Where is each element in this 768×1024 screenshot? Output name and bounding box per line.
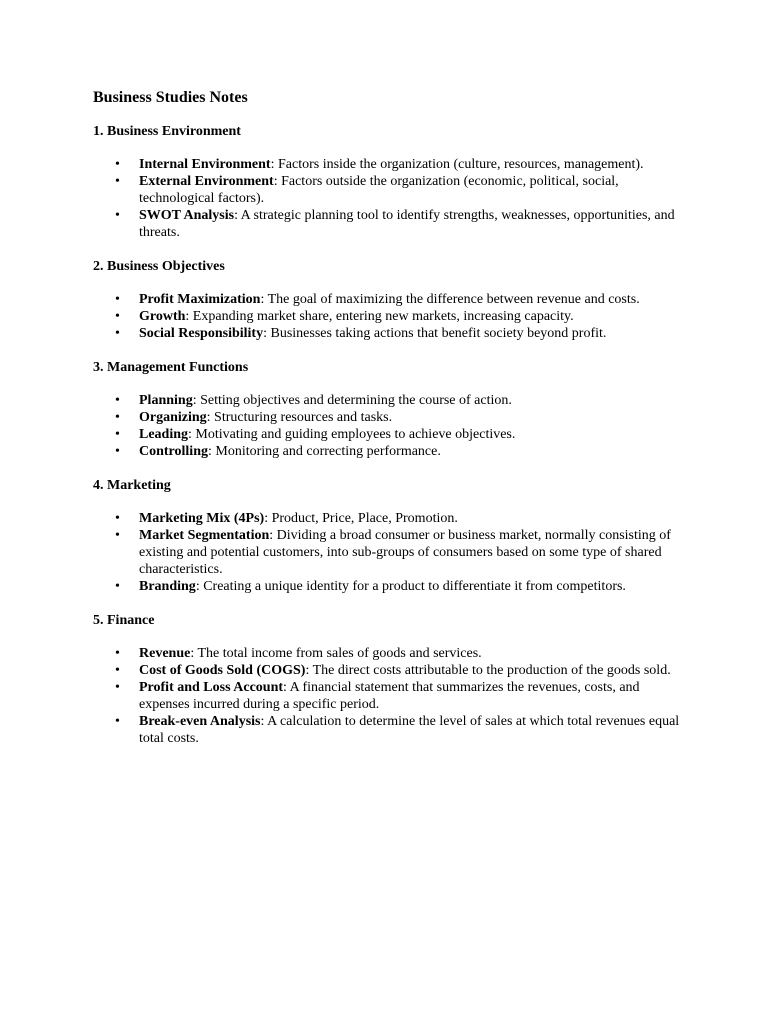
section-heading: 2. Business Objectives bbox=[93, 259, 225, 274]
list-item bbox=[93, 679, 683, 713]
document-page bbox=[93, 88, 683, 764]
list-item bbox=[93, 713, 683, 747]
list-item bbox=[93, 662, 683, 679]
list-item bbox=[93, 392, 683, 409]
bullet-icon: • bbox=[115, 511, 120, 526]
item-text: : A calculation to determine the level of sales at which total revenues equal total costs. bbox=[139, 714, 680, 746]
section-business-environment bbox=[93, 123, 683, 241]
item-text: : The total income from sales of goods and services. bbox=[190, 646, 482, 661]
item-text: : Monitoring and correcting performance. bbox=[207, 444, 441, 459]
list-item bbox=[93, 409, 683, 426]
item-term: Internal Environment bbox=[139, 157, 271, 172]
bullet-list bbox=[93, 156, 683, 241]
bullet-list bbox=[93, 645, 683, 747]
bullet-icon: • bbox=[115, 393, 120, 408]
item-text: : Dividing a broad consumer or business market, normally consisting of existing and potential customers, into sub-groups of consumers based on some type of shared characteristics. bbox=[139, 528, 671, 577]
list-item bbox=[93, 156, 683, 173]
list-item bbox=[93, 426, 683, 443]
item-term: Revenue bbox=[139, 646, 191, 661]
item-term: Profit Maximization bbox=[139, 292, 261, 307]
item-text: : Factors inside the organization (culture, resources, management). bbox=[270, 157, 644, 172]
bullet-icon: • bbox=[115, 579, 120, 594]
item-term: Profit and Loss Account bbox=[139, 680, 284, 695]
list-item bbox=[93, 173, 683, 207]
item-text: : Setting objectives and determining the course of action. bbox=[192, 393, 512, 408]
item-text: : A strategic planning tool to identify strengths, weaknesses, opportunities, and threats. bbox=[139, 208, 675, 240]
document-title: Business Studies Notes bbox=[93, 89, 248, 106]
item-term: Organizing bbox=[139, 410, 207, 425]
item-text: : Expanding market share, entering new markets, increasing capacity. bbox=[185, 309, 574, 324]
bullet-icon: • bbox=[115, 410, 120, 425]
section-business-objectives bbox=[93, 258, 683, 342]
item-term: Leading bbox=[139, 427, 189, 442]
bullet-icon: • bbox=[115, 663, 120, 678]
item-text: : A financial statement that summarizes the revenues, costs, and expenses incurred during a specific period. bbox=[139, 680, 640, 712]
item-term: SWOT Analysis bbox=[139, 208, 235, 223]
bullet-icon: • bbox=[115, 444, 120, 459]
list-item bbox=[93, 510, 683, 527]
bullet-icon: • bbox=[115, 208, 120, 223]
section-marketing bbox=[93, 477, 683, 595]
item-text: : Motivating and guiding employees to achieve objectives. bbox=[188, 427, 516, 442]
bullet-icon: • bbox=[115, 427, 120, 442]
item-text: : Product, Price, Place, Promotion. bbox=[264, 511, 458, 526]
bullet-icon: • bbox=[115, 646, 120, 661]
item-term: Marketing Mix (4Ps) bbox=[139, 511, 265, 526]
item-term: Market Segmentation bbox=[139, 528, 270, 543]
bullet-list bbox=[93, 392, 683, 460]
list-item bbox=[93, 207, 683, 241]
item-text: : Creating a unique identity for a product to differentiate it from competitors. bbox=[195, 579, 626, 594]
item-term: Planning bbox=[139, 393, 193, 408]
bullet-icon: • bbox=[115, 292, 120, 307]
section-finance bbox=[93, 612, 683, 747]
item-term: Break-even Analysis bbox=[139, 714, 261, 729]
item-term: Growth bbox=[139, 309, 186, 324]
bullet-icon: • bbox=[115, 174, 120, 189]
bullet-icon: • bbox=[115, 157, 120, 172]
item-text: : Businesses taking actions that benefit society beyond profit. bbox=[263, 326, 607, 341]
list-item bbox=[93, 325, 683, 342]
item-text: : Structuring resources and tasks. bbox=[206, 410, 393, 425]
item-term: Controlling bbox=[139, 444, 208, 459]
bullet-icon: • bbox=[115, 714, 120, 729]
list-item bbox=[93, 527, 683, 578]
section-management-functions bbox=[93, 359, 683, 460]
bullet-list bbox=[93, 510, 683, 595]
bullet-icon: • bbox=[115, 528, 120, 543]
list-item bbox=[93, 291, 683, 308]
bullet-icon: • bbox=[115, 680, 120, 695]
section-heading: 3. Management Functions bbox=[93, 360, 249, 375]
item-term: Cost of Goods Sold (COGS) bbox=[139, 663, 306, 678]
list-item bbox=[93, 308, 683, 325]
list-item bbox=[93, 645, 683, 662]
list-item bbox=[93, 578, 683, 595]
item-term: External Environment bbox=[139, 174, 274, 189]
list-item bbox=[93, 443, 683, 460]
item-text: : The direct costs attributable to the production of the goods sold. bbox=[305, 663, 671, 678]
item-text: : Factors outside the organization (economic, political, social, technological factors). bbox=[139, 174, 619, 206]
item-term: Social Responsibility bbox=[139, 326, 264, 341]
bullet-list bbox=[93, 291, 683, 342]
section-heading: 4. Marketing bbox=[93, 478, 171, 493]
bullet-icon: • bbox=[115, 309, 120, 324]
item-text: : The goal of maximizing the difference between revenue and costs. bbox=[260, 292, 640, 307]
section-heading: 1. Business Environment bbox=[93, 124, 241, 139]
bullet-icon: • bbox=[115, 326, 120, 341]
section-heading: 5. Finance bbox=[93, 613, 155, 628]
item-term: Branding bbox=[139, 579, 196, 594]
